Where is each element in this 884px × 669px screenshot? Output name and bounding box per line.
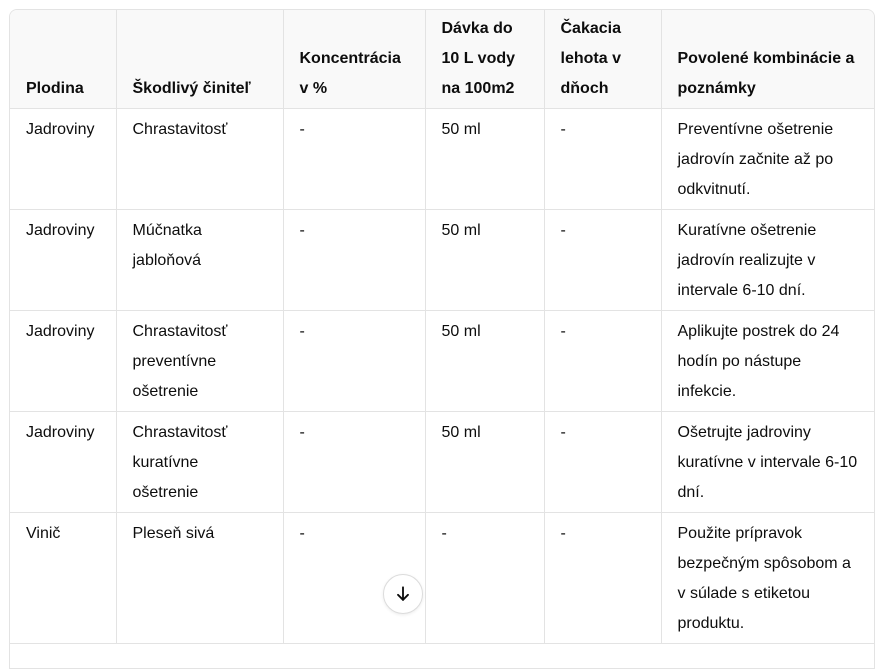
pesticide-table [10,10,875,644]
cell-skodlivy-cinitel: Múčnatka jabloňová [116,210,283,311]
table-row [10,513,875,644]
cell-koncentracia: - [283,210,425,311]
cell-davka: 50 ml [425,412,544,513]
table-row [10,109,875,210]
cell-cakacia-lehota: - [544,412,661,513]
cell-koncentracia: - [283,412,425,513]
cell-davka: 50 ml [425,109,544,210]
cell-skodlivy-cinitel: Chrastavitosť kuratívne ošetrenie [116,412,283,513]
cell-koncentracia: - [283,513,425,644]
cell-plodina: Jadroviny [10,210,116,311]
cell-cakacia-lehota: - [544,513,661,644]
cell-davka: 50 ml [425,311,544,412]
cell-skodlivy-cinitel: Chrastavitosť [116,109,283,210]
cell-davka: - [425,513,544,644]
cell-plodina: Jadroviny [10,412,116,513]
cell-poznamky: Použite prípravok bezpečným spôsobom a v súlade s etiketou produktu. [661,513,875,644]
header-koncentracia: Koncentrácia v % [283,10,425,109]
header-skodlivy-cinitel: Škodlivý činiteľ [116,10,283,109]
cell-davka: 50 ml [425,210,544,311]
table-header-row [10,10,875,109]
table-row [10,311,875,412]
cell-cakacia-lehota: - [544,210,661,311]
header-davka: Dávka do 10 L vody na 100m2 [425,10,544,109]
cell-poznamky: Preventívne ošetrenie jadrovín začnite až po odkvitnutí. [661,109,875,210]
cell-poznamky: Aplikujte postrek do 24 hodín po nástupe infekcie. [661,311,875,412]
scroll-to-bottom-button[interactable] [383,574,423,614]
cell-plodina: Jadroviny [10,109,116,210]
table-container [9,9,875,669]
cell-poznamky: Ošetrujte jadroviny kuratívne v intervale 6-10 dní. [661,412,875,513]
cell-koncentracia: - [283,109,425,210]
cell-skodlivy-cinitel: Pleseň sivá [116,513,283,644]
header-poznamky: Povolené kombinácie a poznámky [661,10,875,109]
arrow-down-icon [393,584,413,604]
cell-plodina: Vinič [10,513,116,644]
cell-poznamky: Kuratívne ošetrenie jadrovín realizujte v intervale 6-10 dní. [661,210,875,311]
cell-plodina: Jadroviny [10,311,116,412]
table-row [10,412,875,513]
cell-cakacia-lehota: - [544,311,661,412]
header-cakacia-lehota: Čakacia lehota v dňoch [544,10,661,109]
cell-cakacia-lehota: - [544,109,661,210]
cell-koncentracia: - [283,311,425,412]
header-plodina: Plodina [10,10,116,109]
cell-skodlivy-cinitel: Chrastavitosť preventívne ošetrenie [116,311,283,412]
table-row [10,210,875,311]
